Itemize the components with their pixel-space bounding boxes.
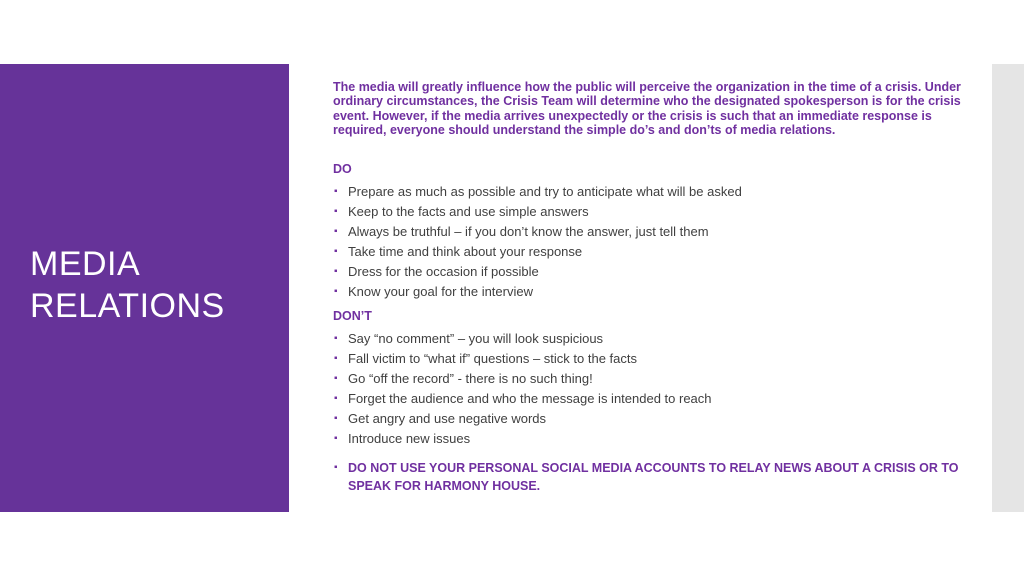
do-heading: DO	[333, 162, 352, 176]
list-item: ▪ Fall victim to “what if” questions – stick to the facts	[333, 349, 973, 369]
title-line-2: RELATIONS	[30, 287, 225, 325]
do-list	[333, 182, 973, 302]
list-item: ▪ Prepare as much as possible and try to anticipate what will be asked	[333, 182, 973, 202]
list-item: ▪ Forget the audience and who the message is intended to reach	[333, 389, 973, 409]
list-item: ▪ Dress for the occasion if possible	[333, 262, 973, 282]
bullet-icon: ▪	[334, 433, 338, 444]
title-line-1: MEDIA	[30, 245, 141, 283]
bullet-icon: ▪	[334, 462, 338, 473]
bullet-icon: ▪	[334, 266, 338, 277]
list-item: ▪ Say “no comment” – you will look suspicious	[333, 329, 973, 349]
list-item: ▪ Always be truthful – if you don’t know the answer, just tell them	[333, 222, 973, 242]
list-item: ▪ Know your goal for the interview	[333, 282, 973, 302]
bullet-icon: ▪	[334, 333, 338, 344]
list-item: ▪ Introduce new issues	[333, 429, 973, 449]
bullet-icon: ▪	[334, 246, 338, 257]
content-area	[333, 80, 973, 493]
warning-text: DO NOT USE YOUR PERSONAL SOCIAL MEDIA ACCOUNTS TO RELAY NEWS ABOUT A CRISIS OR TO SPEAK FOR HARMONY HOUSE.	[348, 461, 959, 493]
bullet-icon: ▪	[334, 413, 338, 424]
side-decoration-bar	[992, 64, 1024, 512]
bullet-icon: ▪	[334, 186, 338, 197]
social-media-warning	[333, 459, 973, 495]
slide-title	[30, 243, 280, 327]
bullet-icon: ▪	[334, 286, 338, 297]
list-item: ▪ Keep to the facts and use simple answers	[333, 202, 973, 222]
intro-paragraph: The media will greatly influence how the public will perceive the organization in the time of a crisis. Under ordinary circumstances, the Crisis Team will determine who the designated spokesperson is for the crisis event. However, if the media arrives unexpectedly or the crisis is such that an immediate response is required, everyone should understand the simple do’s and don’ts of media relations.	[333, 80, 961, 138]
list-item: ▪ Go “off the record” - there is no such thing!	[333, 369, 973, 389]
bullet-icon: ▪	[334, 373, 338, 384]
list-item: ▪ Take time and think about your response	[333, 242, 973, 262]
bullet-icon: ▪	[334, 393, 338, 404]
bullet-icon: ▪	[334, 206, 338, 217]
bullet-icon: ▪	[334, 226, 338, 237]
dont-heading: DON’T	[333, 309, 372, 323]
dont-list	[333, 329, 973, 449]
bullet-icon: ▪	[334, 353, 338, 364]
list-item: ▪ Get angry and use negative words	[333, 409, 973, 429]
